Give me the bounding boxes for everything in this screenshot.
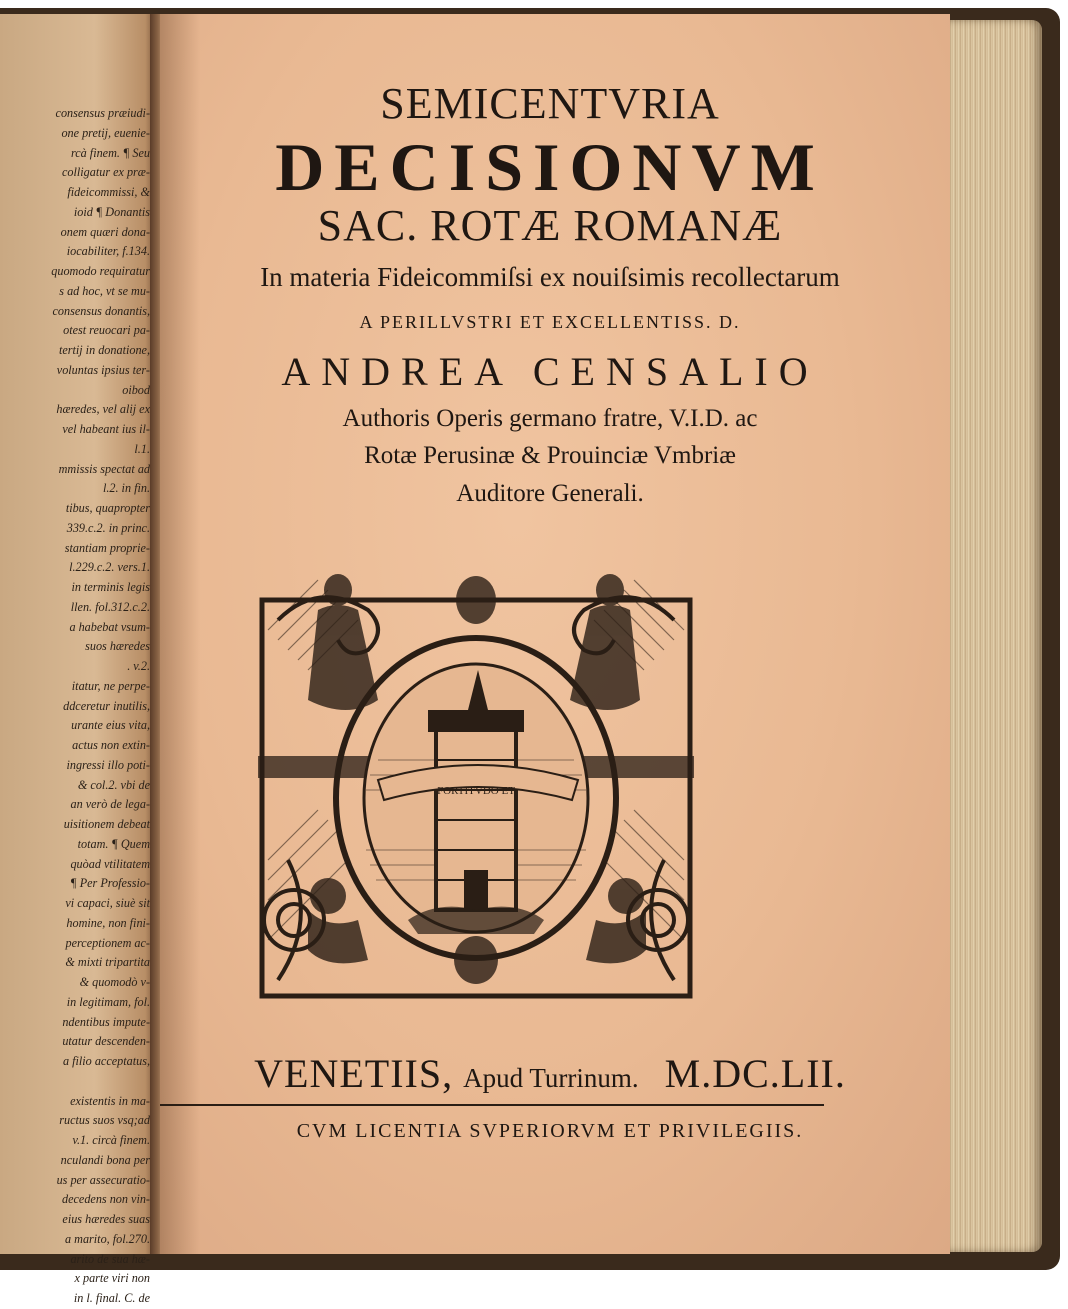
author-credit-3: Auditore Generali. xyxy=(456,480,644,507)
author-intro: A PERILLVSTRI ET EXCELLENTISS. D. xyxy=(359,312,741,332)
left-page-line: tertij in donatione, xyxy=(58,343,150,357)
left-page-line: consensus donantis, xyxy=(52,303,150,318)
left-page-line: v.1. circà finem. xyxy=(72,1133,150,1147)
imprint xyxy=(160,1050,940,1097)
left-page-line: arito de sua hæ- xyxy=(70,1251,150,1266)
left-page-line: rcà finem. ¶ Seu xyxy=(70,145,150,160)
left-page-line: a filio acceptatus, xyxy=(63,1054,150,1068)
left-page-line: quòad vtilitatem xyxy=(70,856,150,871)
left-page-line: ndentibus impute- xyxy=(62,1014,150,1029)
left-page-line: tibus, quapropter xyxy=(65,501,150,515)
left-page-line: fideicommissi, & xyxy=(67,185,150,199)
page-edges xyxy=(942,20,1042,1252)
left-page-line: actus non extin- xyxy=(72,738,150,752)
left-page-line: & mixti tripartita xyxy=(65,955,150,970)
left-page-line: ioid ¶ Donantis xyxy=(73,204,150,219)
left-page-text xyxy=(0,104,150,1309)
left-page-line: stantiam proprie- xyxy=(64,540,150,555)
left-page-line: urante eius vita, xyxy=(71,718,150,733)
left-page-line: & col.2. vbi de xyxy=(77,777,150,792)
author-credit-1: Authoris Operis germano fratre, V.I.D. ac xyxy=(342,405,758,432)
left-page-line: s ad hoc, vt se mu- xyxy=(59,283,150,298)
left-page-line: nculandi bona per xyxy=(60,1152,150,1167)
left-page-line: in l. final. C. de xyxy=(73,1291,150,1305)
left-page-line: onem quæri dona- xyxy=(60,224,150,239)
left-page-line: itatur, ne perpe- xyxy=(71,678,150,693)
imprint-rule xyxy=(160,1104,824,1106)
left-page-line: existentis in ma- xyxy=(70,1093,150,1108)
imprint-publisher: Apud Turrinum. xyxy=(463,1063,639,1093)
left-page-line: 339.c.2. in princ. xyxy=(66,520,150,535)
author-credit-2: Rotæ Perusinæ & Prouinciæ Vmbriæ xyxy=(364,442,736,469)
left-page-line: iocabiliter, f.134. xyxy=(66,244,150,259)
left-page-line: & quomodò v- xyxy=(79,975,150,989)
title-line-3: SAC. ROTÆ ROMANÆ xyxy=(317,201,783,250)
left-page-line: colligatur ex præ- xyxy=(61,165,150,180)
left-page-line: voluntas ipsius ter- xyxy=(56,362,150,377)
left-page-line: in terminis legis xyxy=(71,580,150,594)
printers-device-woodcut xyxy=(258,560,694,1000)
left-page-line: oibod xyxy=(122,382,150,397)
left-page-line: suos hæredes xyxy=(85,639,150,654)
left-page-line: hæredes, vel alij ex xyxy=(56,402,150,417)
left-page-line: decedens non vin- xyxy=(62,1192,150,1207)
left-page-line: quomodo requiratur xyxy=(51,264,150,278)
left-page-line: one pretij, euenie- xyxy=(61,125,150,140)
left-page-line: eius hæredes suas xyxy=(62,1212,150,1226)
left-page-line: an verò de lega- xyxy=(70,797,150,812)
title-line-1: SEMICENTVRIA xyxy=(380,79,720,128)
left-page-line: l.1. xyxy=(134,441,150,456)
left-page-line: ingressi illo poti- xyxy=(66,757,150,772)
left-page-line: us per assecuratio- xyxy=(56,1172,150,1187)
left-page-line: a habebat vsum- xyxy=(69,619,150,634)
left-page-line: ddceretur inutilis, xyxy=(63,698,150,713)
left-page-line: vi capaci, siuè sit xyxy=(65,896,150,910)
left-page xyxy=(0,14,158,1305)
left-page-line: uisitionem debeat xyxy=(63,817,150,831)
left-page-line: homine, non fini- xyxy=(66,915,150,930)
imprint-city: VENETIIS, xyxy=(254,1051,454,1096)
left-page-line: x parte viri non xyxy=(74,1271,150,1286)
left-page-line: perceptionem ac- xyxy=(65,935,150,950)
left-page-line: a marito, fol.270. xyxy=(65,1231,150,1246)
author-name: ANDREA CENSALIO xyxy=(281,349,819,394)
left-page-line: utatur descenden- xyxy=(62,1034,150,1049)
left-page-line: l.229.c.2. vers.1. xyxy=(69,560,150,575)
left-page-line xyxy=(0,1072,150,1092)
subtitle: In materia Fideicommiſsi ex nouiſsimis recollectarum xyxy=(260,262,840,292)
left-page-line: vel habeant ius il- xyxy=(62,422,150,436)
privilege-line: CVM LICENTIA SVPERIORVM ET PRIVILEGIIS. xyxy=(296,1120,804,1142)
emblem-motto: FORTITVDO ET xyxy=(437,785,515,797)
left-page-line: llen. fol.312.c.2. xyxy=(70,599,150,614)
left-page-line: mmissis spectat ad xyxy=(58,461,150,476)
left-page-line: ¶ Per Professio- xyxy=(70,876,150,891)
left-page-line: ructus suos vsq;ad xyxy=(59,1113,150,1128)
left-page-line: l.2. in fin. xyxy=(102,481,150,496)
left-page-line: . v.2. xyxy=(127,659,150,673)
imprint-year: M.DC.LII. xyxy=(664,1051,846,1096)
left-page-line: consensus præiudi- xyxy=(55,106,150,120)
title-line-2: DECISIONVM xyxy=(275,129,825,205)
left-page-line: otest reuocari pa- xyxy=(63,323,150,338)
left-page-line: totam. ¶ Quem xyxy=(77,836,150,851)
left-page-line: in legitimam, fol. xyxy=(66,994,150,1009)
